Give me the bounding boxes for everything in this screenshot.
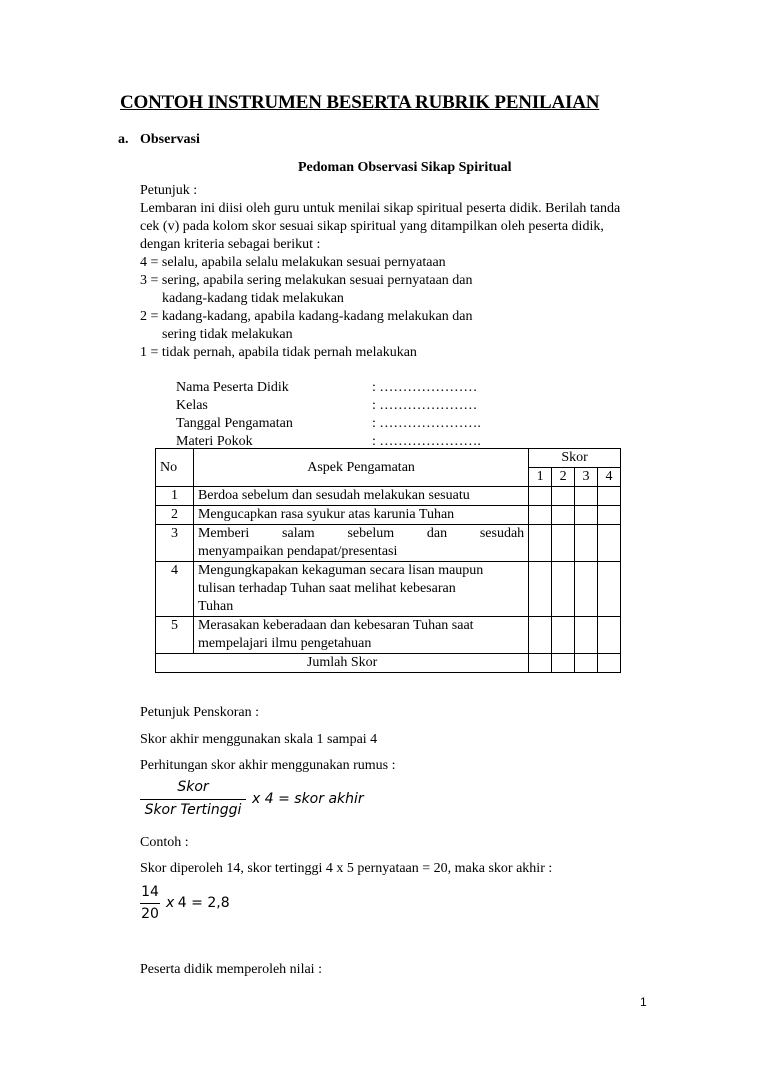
score-cell[interactable] <box>552 525 575 562</box>
example-heading: Contoh : <box>140 835 189 850</box>
criteria-item: 3 = sering, apabila sering melakukan sesuai pernyataan dan <box>140 273 473 288</box>
row-no: 3 <box>156 525 194 562</box>
skor-level: 3 <box>575 468 598 487</box>
identity-value: : …………………. <box>372 416 481 431</box>
aspek-line: Mengucapkan rasa syukur atas karunia Tuhan <box>197 507 455 522</box>
table-row <box>156 525 621 562</box>
example-text: Skor diperoleh 14, skor tertinggi 4 x 5 pernyataan = 20, maka skor akhir : <box>140 861 553 876</box>
criteria-item: 1 = tidak pernah, apabila tidak pernah melakukan <box>140 345 417 360</box>
score-cell[interactable] <box>598 562 621 617</box>
row-aspek <box>193 525 528 562</box>
aspek-line: tulisan terhadap Tuhan saat melihat kebesaran <box>197 581 456 596</box>
row-no: 1 <box>156 487 194 506</box>
identity-value: : …………………. <box>372 434 481 449</box>
score-cell[interactable] <box>598 506 621 525</box>
score-cell[interactable] <box>598 617 621 654</box>
identity-label: Nama Peserta Didik <box>176 380 289 395</box>
row-aspek <box>193 506 528 525</box>
score-cell[interactable] <box>529 525 552 562</box>
header-no: No <box>156 449 194 487</box>
aspek-line: Tuhan <box>197 599 234 614</box>
score-cell[interactable] <box>552 654 575 673</box>
fraction-bar <box>140 799 246 800</box>
example-formula <box>140 883 260 927</box>
criteria-item: 4 = selalu, apabila selalu melakukan sesuai pernyataan <box>140 255 446 270</box>
table-total-row <box>156 654 621 673</box>
formula-denominator: Skor Tertinggi <box>144 802 242 818</box>
scoring-scale: Skor akhir menggunakan skala 1 sampai 4 <box>140 732 378 747</box>
identity-label: Tanggal Pengamatan <box>176 416 293 431</box>
score-cell[interactable] <box>575 654 598 673</box>
example-result: 4 = 2,8 <box>177 895 230 911</box>
petunjuk-line: Lembaran ini diisi oleh guru untuk menilai sikap spiritual peserta didik. Berilah tanda <box>140 201 621 216</box>
score-cell[interactable] <box>529 562 552 617</box>
header-skor: Skor <box>529 449 621 468</box>
score-cell[interactable] <box>529 654 552 673</box>
row-aspek <box>193 562 528 617</box>
score-cell[interactable] <box>575 487 598 506</box>
table-row <box>156 506 621 525</box>
petunjuk-heading: Petunjuk : <box>140 183 198 198</box>
row-no: 5 <box>156 617 194 654</box>
table-row <box>156 562 621 617</box>
aspek-line: Mengungkapakan kekaguman secara lisan maupun <box>197 563 484 578</box>
petunjuk-line: cek (v) pada kolom skor sesuai sikap spiritual yang ditampilkan oleh peserta didik, <box>140 219 604 234</box>
score-cell[interactable] <box>598 654 621 673</box>
subtitle: Pedoman Observasi Sikap Spiritual <box>298 160 512 175</box>
identity-label: Materi Pokok <box>176 434 253 449</box>
score-cell[interactable] <box>575 506 598 525</box>
observation-table <box>155 448 621 673</box>
petunjuk-line: dengan kriteria sebagai berikut : <box>140 237 321 252</box>
score-cell[interactable] <box>575 617 598 654</box>
table-row <box>156 617 621 654</box>
example-numerator: 14 <box>141 884 159 900</box>
document-title: CONTOH INSTRUMEN BESERTA RUBRIK PENILAIAN <box>120 92 600 113</box>
score-cell[interactable] <box>552 617 575 654</box>
aspek-line: Berdoa sebelum dan sesudah melakukan sesuatu <box>197 488 470 503</box>
aspek-line: Merasakan keberadaan dan kebesaran Tuhan saat <box>197 618 474 633</box>
score-cell[interactable] <box>529 487 552 506</box>
score-cell[interactable] <box>575 562 598 617</box>
formula-numerator: Skor <box>177 779 209 795</box>
identity-label: Kelas <box>176 398 208 413</box>
page-number: 1 <box>640 995 647 1009</box>
identity-value: : ………………… <box>372 380 478 395</box>
score-cell[interactable] <box>552 487 575 506</box>
table-row <box>156 487 621 506</box>
skor-level: 2 <box>552 468 575 487</box>
score-cell[interactable] <box>598 525 621 562</box>
formula-intro: Perhitungan skor akhir menggunakan rumus : <box>140 758 396 773</box>
score-cell[interactable] <box>575 525 598 562</box>
section-label: Observasi <box>140 132 200 147</box>
aspek-line: Memberi salam sebelum dan sesudah <box>197 526 525 541</box>
aspek-line: menyampaikan pendapat/presentasi <box>197 544 398 559</box>
row-aspek <box>193 617 528 654</box>
row-no: 2 <box>156 506 194 525</box>
example-rest <box>166 894 230 913</box>
formula-rest: x 4 = skor akhir <box>252 791 364 807</box>
criteria-item: 2 = kadang-kadang, apabila kadang-kadang melakukan dan <box>140 309 473 324</box>
score-cell[interactable] <box>598 487 621 506</box>
formula <box>140 778 400 822</box>
scoring-heading: Petunjuk Penskoran : <box>140 705 259 720</box>
header-aspek: Aspek Pengamatan <box>193 449 528 487</box>
score-cell[interactable] <box>552 562 575 617</box>
skor-level: 4 <box>598 468 621 487</box>
criteria-item: sering tidak melakukan <box>162 327 293 342</box>
score-cell[interactable] <box>529 506 552 525</box>
section-letter: a. <box>118 132 129 147</box>
row-aspek <box>193 487 528 506</box>
skor-level: 1 <box>529 468 552 487</box>
aspek-line: mempelajari ilmu pengetahuan <box>197 636 372 651</box>
score-cell[interactable] <box>529 617 552 654</box>
criteria-item: kadang-kadang tidak melakukan <box>162 291 344 306</box>
final-line: Peserta didik memperoleh nilai : <box>140 962 322 977</box>
row-no: 4 <box>156 562 194 617</box>
total-label: Jumlah Skor <box>156 654 529 673</box>
identity-value: : ………………… <box>372 398 478 413</box>
fraction-bar <box>140 903 160 904</box>
example-x: x <box>166 895 175 911</box>
example-denominator: 20 <box>141 906 159 922</box>
table-header-row <box>156 449 621 468</box>
score-cell[interactable] <box>552 506 575 525</box>
